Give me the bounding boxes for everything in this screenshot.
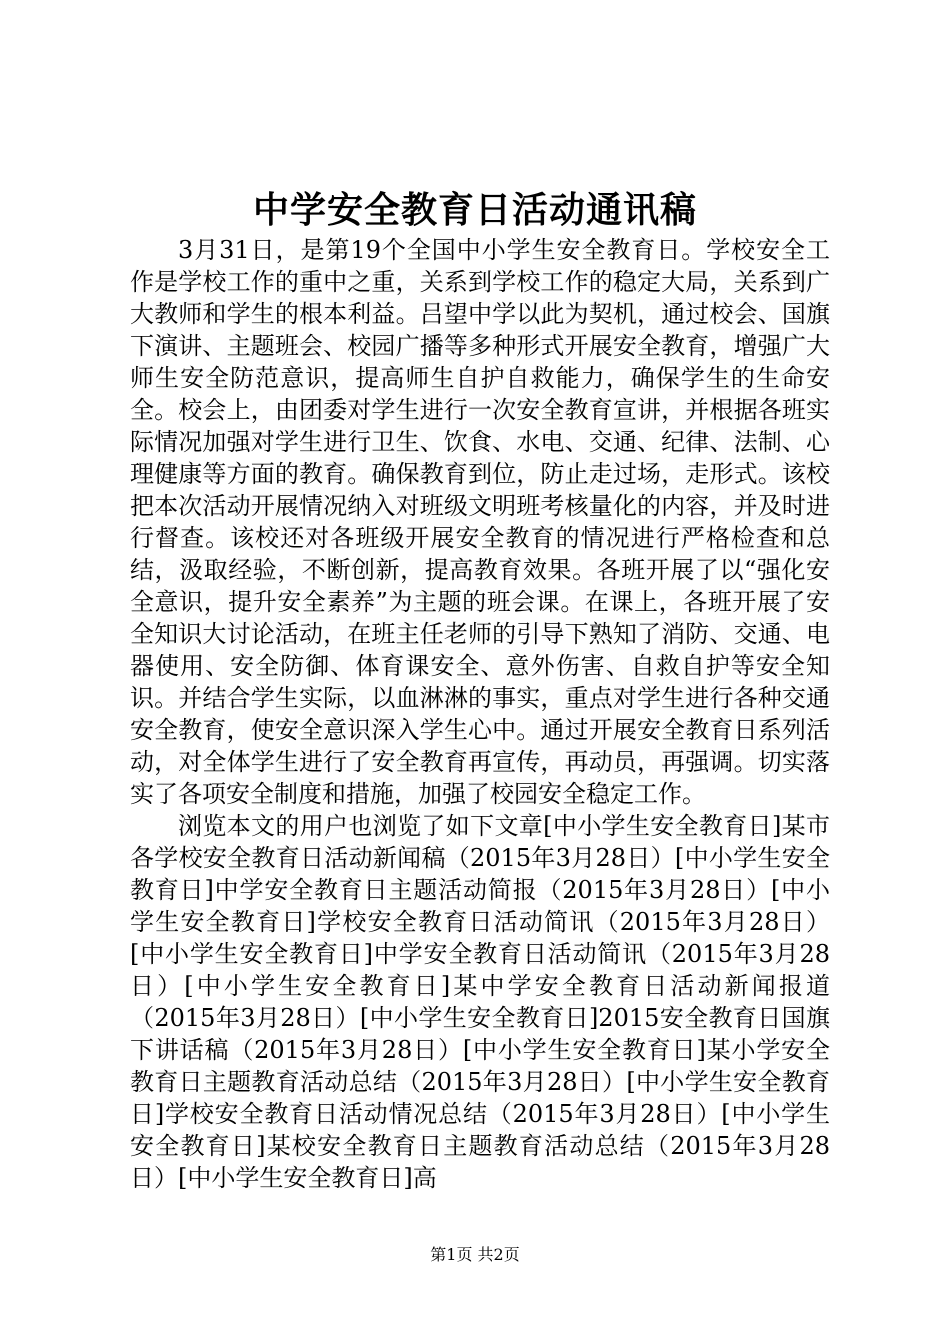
related-articles-paragraph: 浏览本文的用户也浏览了如下文章[中小学生安全教育日]某市各学校安全教育日活动新闻稿（2015年3月28日）[中小学生安全教育日]中学安全教育日主题活动简报（2015年3月28日）[中小学生安全教育日]学校安全教育日活动简讯（2015年3月28日）[中小学生安全教育日]中学安全教育日活动简讯（2015年3月28日）[中小学生安全教育日]某中学安全教育日活动新闻报道（2015年3月28日）[中小学生安全教育日]2015安全教育日国旗下讲话稿（2015年3月28日）[中小学生安全教育日]某小学安全教育日主题教育活动总结（2015年3月28日）[中小学生安全教育日]学校安全教育日活动情况总结（2015年3月28日）[中小学生安全教育日]某校安全教育日主题教育活动总结（2015年3月28日）[中小学生安全教育日]高 — [130, 812, 830, 1192]
body-paragraph: 3月31日，是第19个全国中小学生安全教育日。学校安全工作是学校工作的重中之重，关系到学校工作的稳定大局，关系到广大教师和学生的根本利益。吕望中学以此为契机，通过校会、国旗下演讲、主题班会、校园广播等多种形式开展安全教育，增强广大师生安全防范意识，提高师生自护自救能力，确保学生的生命安全。校会上，由团委对学生进行一次安全教育宣讲，并根据各班实际情况加强对学生进行卫生、饮食、水电、交通、纪律、法制、心理健康等方面的教育。确保教育到位，防止走过场，走形式。该校把本次活动开展情况纳入对班级文明班考核量化的内容，并及时进行督查。该校还对各班级开展安全教育的情况进行严格检查和总结，汲取经验，不断创新，提高教育效果。各班开展了以“强化安全意识，提升安全素养”为主题的班会课。在课上，各班开展了安全知识大讨论活动，在班主任老师的引导下熟知了消防、交通、电器使用、安全防御、体育课安全、意外伤害、自救自护等安全知识。并结合学生实际，以血淋淋的事实，重点对学生进行各种交通安全教育，使安全意识深入学生心中。通过开展安全教育日系列活动，对全体学生进行了安全教育再宣传，再动员，再强调。切实落实了各项安全制度和措施，加强了校园安全稳定工作。 — [130, 236, 830, 808]
document-title: 中学安全教育日活动通讯稿 — [252, 189, 697, 231]
page-number-footer: 第1页 共2页 — [430, 1245, 520, 1264]
document-body — [130, 234, 830, 1194]
